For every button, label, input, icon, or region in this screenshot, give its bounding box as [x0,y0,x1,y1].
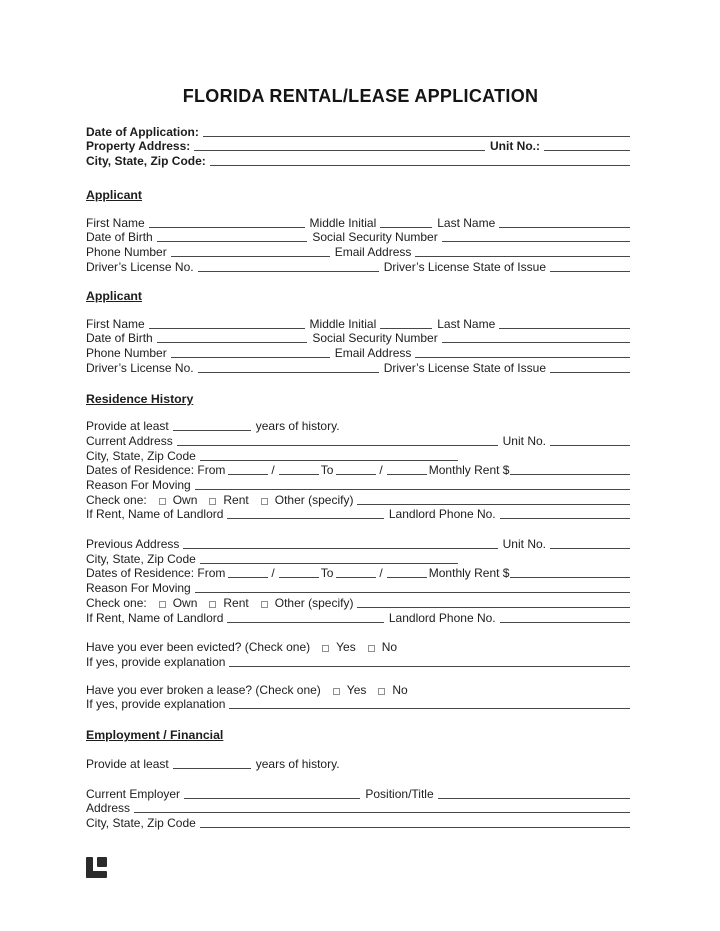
first-name-label: First Name [86,215,145,230]
drivers-license-state-field[interactable] [550,271,630,272]
rent-label: Rent [223,595,249,610]
applicant-1-phone-row [86,244,635,259]
logo-corner-block [97,857,107,867]
unit-no-field[interactable] [550,445,630,446]
date-of-birth-field[interactable] [157,241,308,242]
to-month-field[interactable] [336,577,376,578]
yes-label: Yes [336,640,356,655]
previous-city-row [86,551,635,566]
address-label: Address [86,801,131,816]
applicant-2-dob-row [86,331,635,346]
ssn-field[interactable] [442,241,630,242]
date-of-application-field[interactable] [203,136,630,137]
provide-at-least-label: Provide at least [86,419,169,434]
middle-initial-label: Middle Initial [309,316,377,331]
residence-previous-block [86,536,635,624]
last-name-label: Last Name [437,215,496,230]
date-of-birth-label: Date of Birth [86,230,153,245]
applicant-2-phone-row [86,345,635,360]
current-reason-row [86,477,635,492]
date-slash: / [271,463,275,478]
rent-checkbox[interactable] [209,498,216,505]
broken-lease-yes-checkbox[interactable] [333,688,340,695]
date-of-birth-label: Date of Birth [86,331,153,346]
current-check-one-row [86,492,635,507]
employer-address-field[interactable] [134,812,630,813]
header-fields-block [86,124,635,168]
applicant-1-name-row [86,215,635,230]
evicted-question-row [86,640,635,655]
landlord-name-field[interactable] [227,622,383,623]
form-content [86,0,635,878]
other-specify-label: Other (specify) [274,492,354,507]
previous-dates-row [86,566,635,581]
unit-no-field[interactable] [550,548,630,549]
applicant-2-license-row [86,360,635,375]
email-label: Email Address [334,345,412,360]
ssn-label: Social Security Number [312,230,438,245]
no-label: No [392,682,408,697]
date-of-application-row [86,124,635,139]
if-rent-landlord-label: If Rent, Name of Landlord [86,507,224,522]
drivers-license-state-label: Driver’s License State of Issue [383,360,546,375]
city-state-zip-field[interactable] [210,165,630,166]
monthly-rent-field[interactable] [510,474,630,475]
applicant-1-block [86,215,635,274]
from-month-field[interactable] [228,577,268,578]
city-state-zip-label: City, State, Zip Code [86,448,196,463]
drivers-license-state-field[interactable] [550,372,630,373]
applicant-2-block [86,316,635,375]
phone-label: Phone Number [86,345,167,360]
position-title-field[interactable] [438,798,630,799]
other-checkbox[interactable] [261,498,268,505]
check-one-label: Check one: [86,595,147,610]
to-label: To [320,463,334,478]
broken-lease-explanation-field[interactable] [229,708,630,709]
drivers-license-no-label: Driver’s License No. [86,360,194,375]
evicted-explanation-row [86,654,635,669]
to-year-field[interactable] [387,474,427,475]
current-dates-row [86,463,635,478]
current-employer-field[interactable] [184,798,360,799]
employment-years-block [86,756,635,771]
applicant-2-name-row [86,316,635,331]
landlord-phone-field[interactable] [500,518,630,519]
current-address-row [86,433,635,448]
provide-at-least-label: Provide at least [86,756,169,771]
other-specify-field[interactable] [357,504,630,505]
from-year-field[interactable] [279,474,319,475]
to-month-field[interactable] [336,474,376,475]
current-employer-label: Current Employer [86,786,181,801]
date-slash: / [379,566,383,581]
date-of-birth-field[interactable] [157,342,308,343]
monthly-rent-label: Monthly Rent $ [428,463,510,478]
phone-field[interactable] [171,357,330,358]
dates-of-residence-label: Dates of Residence: From [86,566,226,581]
property-address-row [86,139,635,154]
if-rent-landlord-label: If Rent, Name of Landlord [86,610,224,625]
if-yes-explanation-label: If yes, provide explanation [86,654,226,669]
rent-label: Rent [223,492,249,507]
broken-lease-explanation-row [86,697,635,712]
email-label: Email Address [334,245,412,260]
first-name-field[interactable] [149,328,305,329]
broken-lease-no-checkbox[interactable] [378,688,385,695]
drivers-license-no-field[interactable] [198,271,379,272]
drivers-license-no-label: Driver’s License No. [86,259,194,274]
to-year-field[interactable] [387,577,427,578]
years-of-history-label: years of history. [255,419,340,434]
employment-years-row [86,756,635,771]
middle-initial-field[interactable] [380,227,432,228]
drivers-license-state-label: Driver’s License State of Issue [383,259,546,274]
if-yes-explanation-label: If yes, provide explanation [86,697,226,712]
applicant-1-heading: Applicant [86,188,143,203]
city-state-zip-field[interactable] [200,563,458,564]
own-checkbox[interactable] [159,498,166,505]
current-address-label: Current Address [86,433,173,448]
previous-landlord-row [86,610,635,625]
middle-initial-field[interactable] [380,328,432,329]
monthly-rent-field[interactable] [510,577,630,578]
property-address-field[interactable] [194,150,485,151]
phone-label: Phone Number [86,245,167,260]
ssn-field[interactable] [442,342,630,343]
current-address-field[interactable] [177,445,498,446]
landlord-name-field[interactable] [227,518,383,519]
previous-address-label: Previous Address [86,537,180,552]
applicant-2-heading: Applicant [86,288,143,303]
other-specify-field[interactable] [357,607,630,608]
drivers-license-no-field[interactable] [198,372,379,373]
rent-checkbox[interactable] [209,601,216,608]
city-state-zip-row [86,153,635,168]
previous-address-field[interactable] [183,548,497,549]
reason-for-moving-field[interactable] [195,592,630,593]
landlord-phone-label: Landlord Phone No. [388,507,496,522]
broken-lease-question-label: Have you ever broken a lease? (Check one) [86,682,321,697]
previous-check-one-row [86,595,635,610]
previous-address-row [86,536,635,551]
evicted-question-label: Have you ever been evicted? (Check one) [86,640,311,655]
position-title-label: Position/Title [365,786,434,801]
previous-reason-row [86,580,635,595]
email-field[interactable] [415,357,630,358]
city-state-zip-label: City, State, Zip Code: [86,154,206,169]
reason-for-moving-label: Reason For Moving [86,581,191,596]
date-of-application-label: Date of Application: [86,124,199,139]
no-label: No [381,640,398,655]
employment-block [86,786,635,830]
from-month-field[interactable] [228,474,268,475]
evicted-yes-checkbox[interactable] [322,645,329,652]
unit-no-field[interactable] [544,150,630,151]
employer-city-row [86,815,635,830]
own-checkbox[interactable] [159,601,166,608]
landlord-phone-label: Landlord Phone No. [388,610,496,625]
property-address-label: Property Address: [86,139,191,154]
last-name-field[interactable] [499,227,630,228]
residence-current-block [86,419,635,522]
other-specify-label: Other (specify) [274,595,354,610]
broken-lease-question-row [86,682,635,697]
own-label: Own [172,595,198,610]
to-label: To [320,566,334,581]
yes-label: Yes [346,682,367,697]
evicted-question-block [86,640,635,669]
years-of-history-label: years of history. [255,756,340,771]
from-year-field[interactable] [279,577,319,578]
evicted-no-checkbox[interactable] [368,645,375,652]
residence-history-heading: Residence History [86,391,194,406]
current-landlord-row [86,507,635,522]
evicted-explanation-field[interactable] [229,666,630,667]
last-name-label: Last Name [437,316,496,331]
employment-financial-heading: Employment / Financial [86,728,224,743]
current-city-row [86,448,635,463]
date-slash: / [271,566,275,581]
applicant-1-dob-row [86,230,635,245]
reason-for-moving-label: Reason For Moving [86,478,191,492]
residence-years-row [86,419,635,434]
other-checkbox[interactable] [261,601,268,608]
ssn-label: Social Security Number [312,331,438,346]
first-name-field[interactable] [149,227,305,228]
unit-no-label: Unit No. [502,537,546,552]
landlord-phone-field[interactable] [500,622,630,623]
current-employer-row [86,786,635,801]
city-state-zip-label: City, State, Zip Code [86,816,196,830]
broken-lease-question-block [86,682,635,711]
middle-initial-label: Middle Initial [309,215,377,230]
form-title: FLORIDA RENTAL/LEASE APPLICATION [182,86,539,106]
monthly-rent-label: Monthly Rent $ [428,566,510,581]
phone-field[interactable] [171,256,330,257]
years-of-history-field[interactable] [173,430,251,431]
first-name-label: First Name [86,316,145,331]
dates-of-residence-label: Dates of Residence: From [86,463,226,478]
logo-bottom-bar [86,871,107,878]
employer-city-state-zip-field[interactable] [200,827,630,828]
check-one-label: Check one: [86,492,147,507]
city-state-zip-field[interactable] [200,460,458,461]
employer-address-row [86,801,635,816]
unit-no-label: Unit No. [502,433,546,448]
reason-for-moving-field[interactable] [195,489,630,490]
last-name-field[interactable] [499,328,630,329]
date-slash: / [379,463,383,478]
own-label: Own [172,492,198,507]
email-field[interactable] [415,256,630,257]
legaltemplates-logo-icon [86,857,107,878]
unit-no-label: Unit No.: [490,139,540,154]
applicant-1-license-row [86,259,635,274]
city-state-zip-label: City, State, Zip Code [86,551,196,566]
years-of-history-field[interactable] [173,768,251,769]
